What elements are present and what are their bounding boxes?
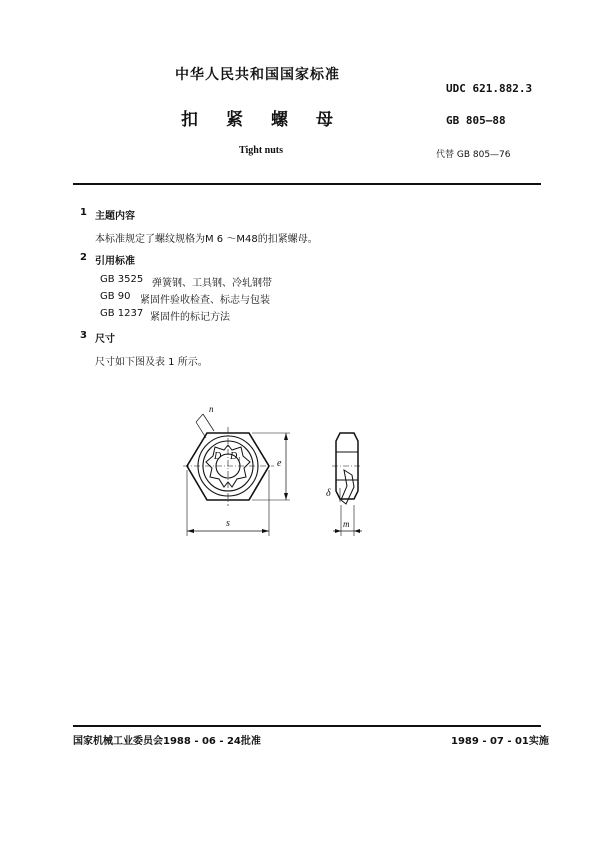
section-1-number: 1 — [80, 207, 87, 218]
section-1-title: 主题内容 — [95, 211, 135, 222]
section-3-number: 3 — [80, 330, 87, 341]
label-n: n — [209, 404, 214, 414]
reference-code: GB 1237 — [100, 308, 144, 319]
reference-name: 弹簧钢、工具钢、冷轧钢带 — [152, 278, 272, 289]
section-2-title: 引用标准 — [95, 256, 135, 267]
english-title: Tight nuts — [239, 145, 284, 156]
reference-name: 紧固件的标记方法 — [150, 312, 230, 323]
section-3-text: 尺寸如下图及表 1 所示。 — [95, 357, 208, 368]
approval-date: 国家机械工业委员会1988 - 06 - 24批准 — [73, 736, 261, 747]
label-d2: D₁ — [230, 451, 241, 462]
label-e: e — [277, 458, 282, 469]
gb-number: GB 805—88 — [446, 114, 506, 127]
section-1-text: 本标准规定了螺纹规格为M 6 ～M48的扣紧螺母。 — [95, 234, 318, 245]
section-2-number: 2 — [80, 252, 87, 263]
label-d1: D — [214, 451, 222, 462]
label-delta: δ — [326, 488, 331, 499]
page-title: 扣紧螺母 — [181, 110, 361, 130]
section-3-title: 尺寸 — [95, 334, 115, 345]
udc-number: UDC 621.882.3 — [446, 82, 533, 95]
reference-code: GB 90 — [100, 291, 131, 302]
footer-divider — [73, 725, 541, 727]
standard-title: 中华人民共和国国家标准 — [175, 67, 340, 83]
label-s: s — [226, 518, 230, 529]
reference-name: 紧固件验收检查、标志与包装 — [140, 295, 270, 306]
header-divider — [73, 183, 541, 185]
nut-front-view — [183, 414, 290, 536]
replaces-standard: 代替 GB 805—76 — [436, 150, 511, 160]
reference-code: GB 3525 — [100, 274, 144, 285]
label-m: m — [343, 519, 350, 529]
implementation-date: 1989 - 07 - 01实施 — [451, 736, 549, 747]
